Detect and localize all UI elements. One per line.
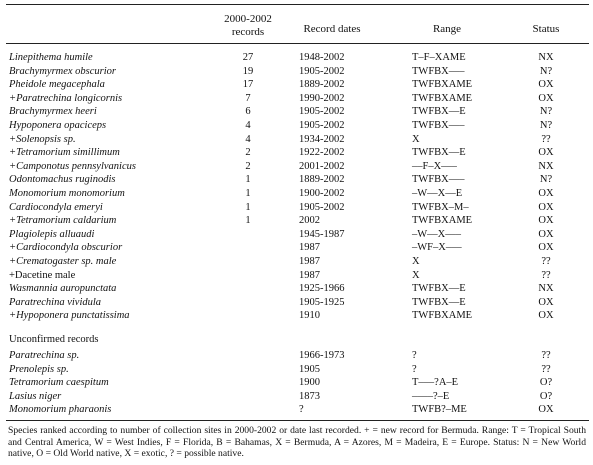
range-code: T–F–XAME: [412, 52, 466, 63]
table-row: [0, 51, 593, 64]
table-row: [0, 160, 593, 173]
table-row: [0, 255, 593, 268]
record-dates: 1910: [299, 310, 320, 322]
species-name: Paratrechina sp.: [9, 350, 80, 361]
status-code: OX: [538, 310, 554, 322]
record-dates: 1905-2002: [299, 120, 345, 131]
record-dates: 1905-1925: [299, 296, 345, 308]
range-code: X: [412, 256, 420, 267]
species-name: Monomorium pharaonis: [9, 404, 112, 416]
record-dates: 1900: [299, 377, 320, 389]
status-code: NX: [538, 283, 554, 295]
range-code: ––F–X–––: [412, 160, 457, 172]
record-dates: 1905-2002: [299, 106, 345, 118]
table-row: [0, 201, 593, 214]
species-name: Prenolepis sp.: [9, 363, 69, 375]
status-code: OX: [538, 92, 554, 104]
range-code: ––––?–E: [412, 390, 450, 402]
species-name: +Tetramorium caldarium: [9, 215, 117, 227]
range-code: TWFBXAME: [412, 79, 473, 91]
species-name: Plagiolepis alluaudi: [9, 228, 95, 240]
status-code: OX: [538, 404, 554, 416]
range-code: T–––?A–E: [412, 377, 459, 389]
table-row: [0, 65, 593, 78]
range-code: TWFBXAME: [412, 215, 473, 227]
record-count: 27: [242, 52, 254, 63]
species-name: Brachymyrmex heeri: [9, 106, 97, 118]
range-code: TWFBX––E: [412, 147, 466, 159]
range-code: TWFBXAME: [412, 92, 473, 104]
header-dates: Record dates: [303, 23, 361, 35]
range-code: TWFBX–––: [412, 174, 465, 186]
header-range: Range: [432, 23, 462, 35]
status-code: OX: [538, 296, 554, 308]
record-count: 1: [245, 201, 251, 213]
species-name: Hypoponera opaciceps: [9, 120, 107, 131]
record-dates: 1945-1987: [299, 228, 345, 240]
table-row: [0, 376, 593, 389]
species-name: +Hypoponera punctatissima: [9, 310, 130, 322]
range-code: ?: [412, 350, 417, 361]
status-code: N?: [539, 174, 553, 186]
record-count: 17: [242, 79, 254, 91]
record-dates: 1948-2002: [299, 52, 345, 63]
record-count: 19: [242, 65, 254, 77]
range-code: TWFBX––E: [412, 106, 466, 118]
species-name: +Cardiocondyla obscurior: [9, 242, 123, 254]
range-code: TWFBX–M–: [412, 201, 469, 213]
record-dates: 1905-2002: [299, 201, 345, 213]
status-code: NX: [538, 52, 554, 63]
species-name: Lasius niger: [9, 390, 62, 402]
range-code: X: [412, 133, 420, 145]
species-name: Wasmannia auropunctata: [9, 283, 117, 295]
record-dates: 1987: [299, 269, 320, 281]
record-dates: 1925-1966: [299, 283, 345, 295]
status-code: OX: [538, 242, 554, 254]
bottom-rule: [6, 420, 589, 421]
species-name: Monomorium monomorium: [9, 188, 125, 199]
species-name: Paratrechina vividula: [9, 296, 102, 308]
range-code: –W––X–––: [412, 228, 461, 240]
table-row: [0, 146, 593, 159]
footnote: Species ranked according to number of collection sites in 2000-2002 or date last recorded. + = new record for Bermuda. Range: T = Tropical South and Central America, W = West Indies, F = Florida, B = Bahamas, X = Bermuda, A = Azores, M = Madeira, E = Europe. Status: N = New World native, O = Old World native, X = exotic, ? = possible native.: [8, 425, 586, 459]
table-row: [0, 296, 593, 309]
status-code: OX: [538, 147, 554, 159]
record-dates: 1900-2002: [299, 188, 345, 199]
record-dates: 2001-2002: [299, 160, 345, 172]
record-dates: 1905: [299, 363, 320, 375]
unconfirmed-heading: Unconfirmed records: [9, 334, 99, 345]
range-code: TWFBX––E: [412, 283, 466, 295]
species-name: +Paratrechina longicornis: [9, 92, 123, 104]
range-code: –WF–X–––: [412, 242, 462, 254]
species-name: Brachymyrmex obscurior: [9, 65, 117, 77]
table-row: [0, 173, 593, 186]
record-count: 1: [245, 188, 251, 199]
status-code: ??: [541, 269, 551, 281]
header-status: Status: [532, 23, 560, 35]
species-name: Cardiocondyla emeryi: [9, 201, 103, 213]
species-name: Pheidole megacephala: [9, 79, 105, 91]
top-rule: [6, 4, 589, 5]
record-count: 1: [245, 215, 251, 227]
record-count: 6: [245, 106, 251, 118]
record-count: 2: [245, 160, 251, 172]
table-row: [0, 214, 593, 227]
range-code: TWFBX––E: [412, 296, 466, 308]
range-code: –W––X––E: [412, 188, 463, 199]
table-row: [0, 282, 593, 295]
status-code: N?: [539, 120, 553, 131]
table-row: [0, 269, 593, 282]
record-dates: ?: [299, 404, 304, 416]
status-code: ??: [541, 133, 551, 145]
record-dates: 2002: [299, 215, 320, 227]
table-row: [0, 105, 593, 118]
status-code: ??: [541, 350, 551, 361]
table-row: [0, 390, 593, 403]
record-dates: 1922-2002: [299, 147, 345, 159]
species-name: +Solenopsis sp.: [9, 133, 76, 145]
range-code: ?: [412, 363, 417, 375]
range-code: TWFBX–––: [412, 120, 465, 131]
table-row: [0, 363, 593, 376]
status-code: OX: [538, 228, 554, 240]
species-name: Tetramorium caespitum: [9, 377, 109, 389]
range-code: X: [412, 269, 420, 281]
table-row: [0, 119, 593, 132]
status-code: ??: [541, 363, 551, 375]
range-code: TWFB?–ME: [412, 404, 467, 416]
table-row: [0, 92, 593, 105]
table-row: [0, 187, 593, 200]
record-dates: 1990-2002: [299, 92, 345, 104]
status-code: OX: [538, 188, 554, 199]
record-dates: 1905-2002: [299, 65, 345, 77]
record-dates: 1889-2002: [299, 79, 345, 91]
range-code: TWFBXAME: [412, 310, 473, 322]
species-name: +Crematogaster sp. male: [9, 256, 117, 267]
table-row: [0, 241, 593, 254]
record-dates: 1889-2002: [299, 174, 345, 186]
status-code: N?: [539, 65, 553, 77]
record-dates: 1934-2002: [299, 133, 345, 145]
record-dates: 1966-1973: [299, 350, 345, 361]
status-code: NX: [538, 160, 554, 172]
species-name: +Dacetine male: [9, 269, 76, 281]
table-row: [0, 228, 593, 241]
table-row: [0, 349, 593, 362]
status-code: O?: [539, 377, 553, 389]
header-rule: [6, 43, 589, 44]
record-count: 4: [245, 120, 251, 131]
status-code: OX: [538, 215, 554, 227]
status-code: OX: [538, 201, 554, 213]
record-count: 4: [245, 133, 251, 145]
table-row: [0, 78, 593, 91]
record-count: 1: [245, 174, 251, 186]
status-code: O?: [539, 390, 553, 402]
record-count: 2: [245, 147, 251, 159]
status-code: ??: [541, 256, 551, 267]
record-dates: 1987: [299, 242, 320, 254]
status-code: N?: [539, 106, 553, 118]
range-code: TWFBX–––: [412, 65, 465, 77]
table-row: [0, 309, 593, 322]
record-count: 7: [245, 92, 251, 104]
table-row: [0, 133, 593, 146]
species-name: Linepithema humile: [9, 52, 93, 63]
record-dates: 1873: [299, 390, 320, 402]
species-name: Odontomachus ruginodis: [9, 174, 116, 186]
record-dates: 1987: [299, 256, 320, 267]
header-records: 2000-2002 records: [224, 13, 272, 38]
species-name: +Camponotus pennsylvanicus: [9, 160, 136, 172]
status-code: OX: [538, 79, 554, 91]
table-row: [0, 403, 593, 416]
species-name: +Tetramorium simillimum: [9, 147, 120, 159]
